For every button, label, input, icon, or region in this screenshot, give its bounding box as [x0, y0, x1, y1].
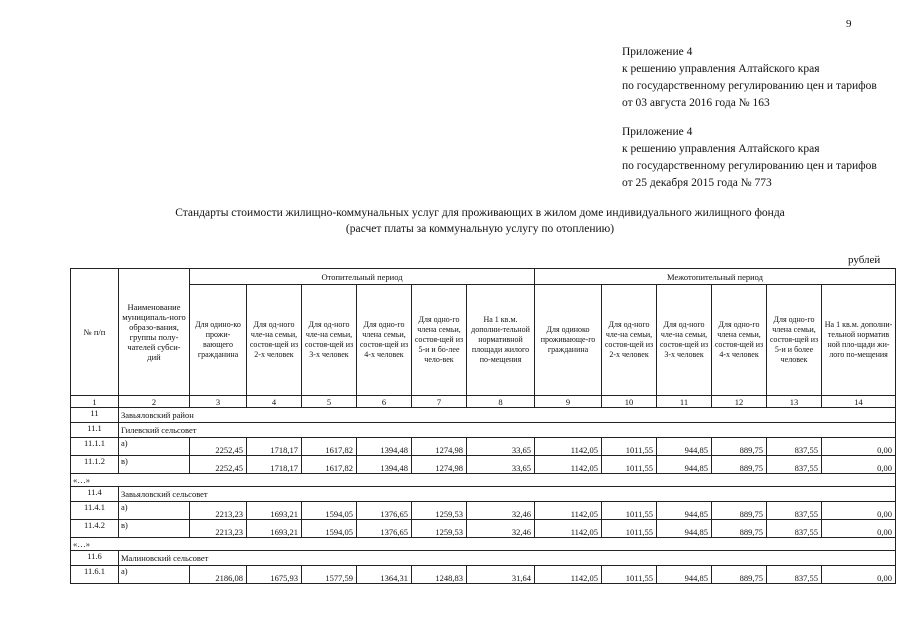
section-row	[71, 551, 896, 566]
section-name: Малиновский сельсовет	[119, 551, 896, 566]
omission-mark: «…»	[71, 474, 896, 487]
table-cell: 33,65	[467, 456, 535, 474]
table-cell: 837,55	[767, 520, 822, 538]
group-header-heating: Отопительный период	[190, 269, 535, 285]
table-cell: 837,55	[767, 456, 822, 474]
column-number: 8	[467, 396, 535, 408]
table-cell: 1259,53	[412, 502, 467, 520]
row-label: а)	[119, 502, 190, 520]
table-cell: 889,75	[712, 566, 767, 584]
currency-unit: рублей	[848, 254, 881, 266]
col-header-heating: Для одно-го члена семьи, состоя-щей из 4-х человек	[357, 285, 412, 396]
row-code: 11.6	[71, 551, 119, 566]
appendix-reference-2016	[622, 44, 877, 112]
column-number: 6	[357, 396, 412, 408]
col-header-nonheating: На 1 кв.м. дополни-тельной норматив ной пло-щади жи-лого по-мещения	[822, 285, 896, 396]
page-number: 9	[846, 18, 852, 30]
table-cell: 944,85	[657, 502, 712, 520]
col-header-heating: Для одно-го члена семьи, состоя-щей из 5-и и бо-лее чело-век	[412, 285, 467, 396]
section-row	[71, 487, 896, 502]
table-cell: 1617,82	[302, 456, 357, 474]
column-number: 14	[822, 396, 896, 408]
table-row	[71, 520, 896, 538]
table-cell: 0,00	[822, 520, 896, 538]
table-cell: 2186,08	[190, 566, 247, 584]
table-cell: 1675,93	[247, 566, 302, 584]
section-name: Завьяловский сельсовет	[119, 487, 896, 502]
table-cell: 837,55	[767, 566, 822, 584]
table-cell: 1617,82	[302, 438, 357, 456]
table-cell: 1718,17	[247, 438, 302, 456]
row-code: 11.1.1	[71, 438, 119, 456]
table-cell: 944,85	[657, 456, 712, 474]
table-cell: 1142,05	[535, 520, 602, 538]
col-header-heating: Для одино-ко прожи-вающего гражданина	[190, 285, 247, 396]
appendix-line: Приложение 4	[622, 46, 693, 58]
section-name: Завьяловский район	[119, 408, 896, 423]
row-code: 11.4.2	[71, 520, 119, 538]
table-row	[71, 456, 896, 474]
subtitle-line: (расчет платы за коммунальную услугу по отоплению)	[345, 223, 615, 235]
section-name: Гилевский сельсовет	[119, 423, 896, 438]
col-header-name: Наименование муниципаль-ного образо-вания, группы полу-чателей субси-дий	[119, 269, 190, 396]
table-cell: 2213,23	[190, 502, 247, 520]
omission-row	[71, 538, 896, 551]
title-line: Стандарты стоимости жилищно-коммунальных услуг для проживающих в жилом доме индивидуального жилищного фонда	[175, 207, 785, 219]
column-number: 2	[119, 396, 190, 408]
row-code: 11.1.2	[71, 456, 119, 474]
table-cell: 31,64	[467, 566, 535, 584]
table-cell: 1142,05	[535, 566, 602, 584]
table-row	[71, 438, 896, 456]
table-cell: 0,00	[822, 438, 896, 456]
row-code: 11.4	[71, 487, 119, 502]
appendix-line: к решению управления Алтайского края	[622, 63, 820, 75]
table-cell: 1376,65	[357, 520, 412, 538]
table-cell: 837,55	[767, 502, 822, 520]
col-header-heating: Для од-ного чле-на семьи, состоя-щей из 3-х человек	[302, 285, 357, 396]
table-row	[71, 566, 896, 584]
appendix-line: от 25 декабря 2015 года № 773	[622, 177, 772, 189]
table-cell: 1274,98	[412, 456, 467, 474]
table-cell: 944,85	[657, 566, 712, 584]
column-number: 10	[602, 396, 657, 408]
table-cell: 1142,05	[535, 438, 602, 456]
table-row	[71, 502, 896, 520]
table-cell: 889,75	[712, 456, 767, 474]
omission-mark: «…»	[71, 538, 896, 551]
table-cell: 889,75	[712, 502, 767, 520]
col-header-nonheating: Для одиноко проживающе-го гражданина	[535, 285, 602, 396]
col-header-nonheating: Для одно-го члена семьи, состоя-щей из 5-и и более человек	[767, 285, 822, 396]
row-code: 11.1	[71, 423, 119, 438]
section-row	[71, 423, 896, 438]
table-cell: 32,46	[467, 502, 535, 520]
table-cell: 0,00	[822, 566, 896, 584]
table-cell: 944,85	[657, 520, 712, 538]
col-header-heating: Для од-ного чле-на семьи, состоя-щей из 2-х человек	[247, 285, 302, 396]
row-code: 11	[71, 408, 119, 423]
appendix-line: Приложение 4	[622, 126, 693, 138]
table-cell: 1259,53	[412, 520, 467, 538]
col-header-heating: На 1 кв.м. дополни-тельной нормативной площади жилого по-мещения	[467, 285, 535, 396]
table-cell: 1364,31	[357, 566, 412, 584]
row-label: в)	[119, 456, 190, 474]
group-header-nonheating: Межотопительный период	[535, 269, 896, 285]
tariff-table	[70, 268, 896, 584]
table-cell: 2252,45	[190, 438, 247, 456]
table-cell: 1142,05	[535, 456, 602, 474]
table-cell: 1376,65	[357, 502, 412, 520]
table-cell: 1248,83	[412, 566, 467, 584]
table-cell: 1394,48	[357, 456, 412, 474]
appendix-line: к решению управления Алтайского края	[622, 143, 820, 155]
table-cell: 944,85	[657, 438, 712, 456]
table-cell: 1011,55	[602, 502, 657, 520]
table-cell: 1577,59	[302, 566, 357, 584]
row-code: 11.6.1	[71, 566, 119, 584]
table-cell: 0,00	[822, 502, 896, 520]
table-cell: 889,75	[712, 438, 767, 456]
table-cell: 1693,21	[247, 502, 302, 520]
table-cell: 33,65	[467, 438, 535, 456]
table-cell: 1011,55	[602, 566, 657, 584]
table-cell: 1594,05	[302, 520, 357, 538]
column-number: 12	[712, 396, 767, 408]
column-number: 5	[302, 396, 357, 408]
table-cell: 2252,45	[190, 456, 247, 474]
appendix-line: по государственному регулированию цен и тарифов	[622, 160, 877, 172]
col-header-nonheating: Для од-ного чле-на семьи, состоя-щей из 2-х человек	[602, 285, 657, 396]
row-label: а)	[119, 438, 190, 456]
table-cell: 1274,98	[412, 438, 467, 456]
document-title	[70, 205, 890, 237]
table-cell: 1693,21	[247, 520, 302, 538]
table-cell: 1718,17	[247, 456, 302, 474]
column-number: 3	[190, 396, 247, 408]
header-row-columns	[71, 285, 896, 396]
table-cell: 889,75	[712, 520, 767, 538]
column-number: 4	[247, 396, 302, 408]
column-number: 7	[412, 396, 467, 408]
column-number-row	[71, 396, 896, 408]
row-label: в)	[119, 520, 190, 538]
table-cell: 1011,55	[602, 438, 657, 456]
column-number: 1	[71, 396, 119, 408]
appendix-line: по государственному регулированию цен и тарифов	[622, 80, 877, 92]
table-body	[71, 396, 896, 584]
header-row-groups	[71, 269, 896, 285]
table-cell: 1142,05	[535, 502, 602, 520]
table-cell: 1594,05	[302, 502, 357, 520]
table-cell: 32,46	[467, 520, 535, 538]
appendix-line: от 03 августа 2016 года № 163	[622, 97, 770, 109]
appendix-reference-2015	[622, 124, 877, 192]
section-row	[71, 408, 896, 423]
col-header-nonheating: Для одно-го члена семьи, состоя-щей из 4-х человек	[712, 285, 767, 396]
row-label: а)	[119, 566, 190, 584]
col-header-nonheating: Для од-ного чле-на семьи, состоя-щей из 3-х человек	[657, 285, 712, 396]
column-number: 9	[535, 396, 602, 408]
table-cell: 837,55	[767, 438, 822, 456]
table-cell: 1011,55	[602, 520, 657, 538]
row-code: 11.4.1	[71, 502, 119, 520]
omission-row	[71, 474, 896, 487]
table-cell: 0,00	[822, 456, 896, 474]
column-number: 11	[657, 396, 712, 408]
table-cell: 2213,23	[190, 520, 247, 538]
table-cell: 1011,55	[602, 456, 657, 474]
column-number: 13	[767, 396, 822, 408]
table-cell: 1394,48	[357, 438, 412, 456]
col-header-pn: № п/п	[71, 269, 119, 396]
